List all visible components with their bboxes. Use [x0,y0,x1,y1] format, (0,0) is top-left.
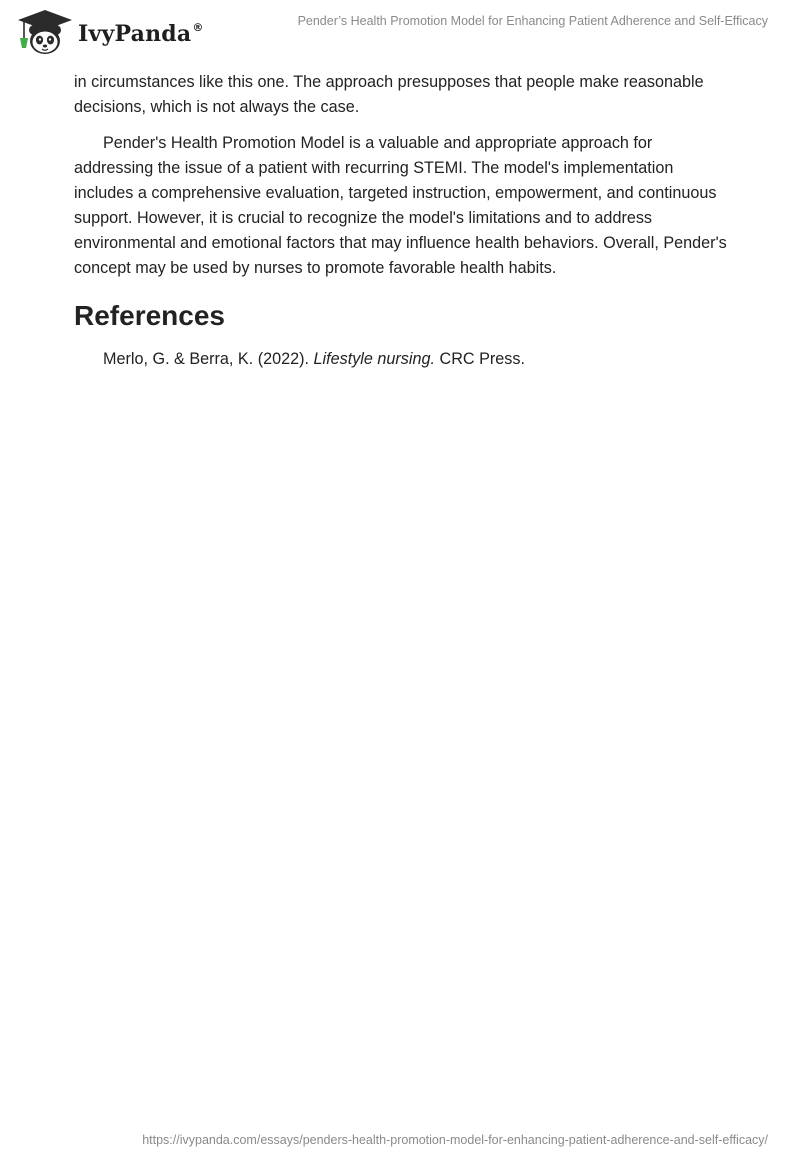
body-paragraph: Pender's Health Promotion Model is a valuable and appropriate approach for addressing the issue of a patient with recurring STEMI. The model's implementation includes a comprehensive evaluation, targeted instruction, empowerment, and continuous support. However, it is crucial to recognize the model's limitations and to address environmental and emotional factors that may influence health behaviors. Overall, Pender's concept may be used by nurses to promote favorable health habits. [74,134,727,277]
brand-name-text: IvyPanda [78,21,192,47]
panda-graduation-cap-icon [14,8,76,58]
source-url[interactable]: https://ivypanda.com/essays/penders-health-promotion-model-for-enhancing-patient-adherence-and-self-efficacy/ [142,1133,768,1147]
reference-publisher: CRC Press. [435,350,525,368]
ivypanda-logo[interactable] [14,8,204,58]
references-heading: References [74,300,225,331]
page-header [0,0,800,70]
brand-name [78,21,204,47]
body-paragraph: in circumstances like this one. The approach presupposes that people make reasonable decisions, which is not always the case. [74,73,704,116]
essay-content [74,70,734,372]
running-title: Pender’s Health Promotion Model for Enhancing Patient Adherence and Self-Efficacy [297,14,768,28]
reference-entry [74,347,734,372]
reference-authors: Merlo, G. & Berra, K. (2022). [103,350,314,368]
reference-title: Lifestyle nursing. [313,350,435,368]
registered-mark: ® [192,20,204,34]
